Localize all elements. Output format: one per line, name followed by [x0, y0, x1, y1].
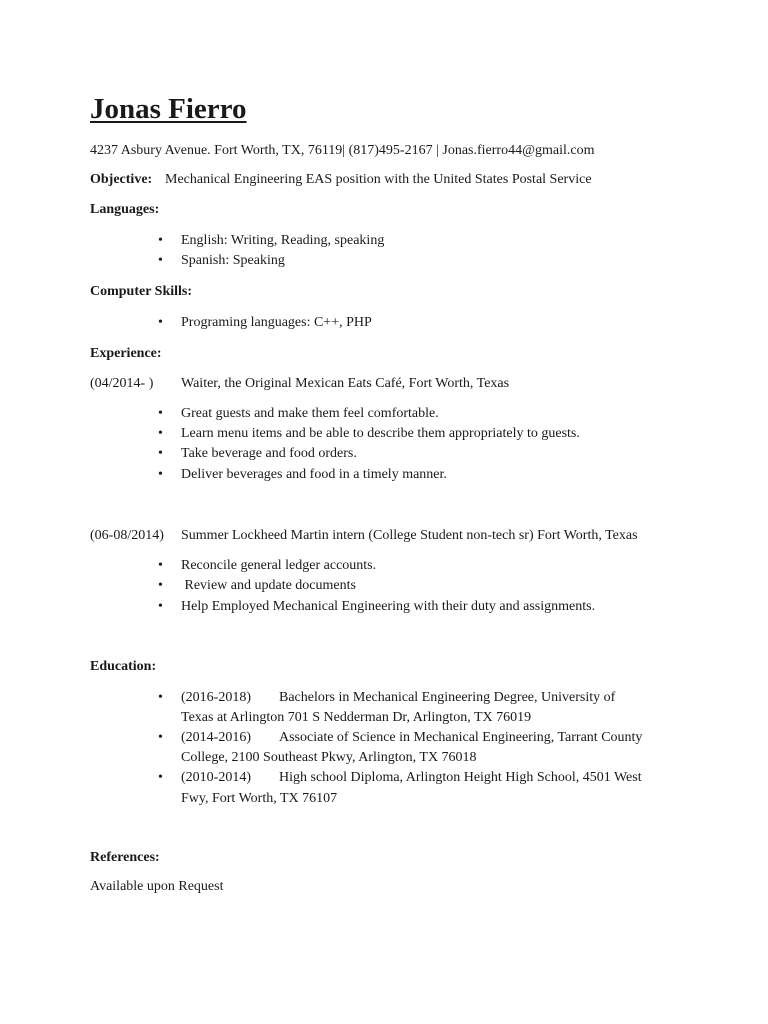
job-duty: Review and update documents [181, 578, 356, 593]
education-line: Bachelors in Mechanical Engineering Degree, University of [279, 690, 616, 705]
job-duty: Deliver beverages and food in a timely manner. [181, 467, 447, 482]
job-title: Summer Lockheed Martin intern (College Student non-tech sr) Fort Worth, Texas [181, 528, 638, 543]
language-item: Spanish: Speaking [181, 253, 285, 268]
education-line: College, 2100 Southeast Pkwy, Arlington, TX 76018 [181, 750, 477, 765]
resume-name: Jonas Fierro [90, 93, 247, 125]
contact-line: 4237 Asbury Avenue. Fort Worth, TX, 76119| (817)495-2167 | Jonas.fierro44@gmail.com [90, 143, 595, 158]
education-line: Fwy, Fort Worth, TX 76107 [181, 791, 338, 806]
languages-heading: Languages: [90, 202, 160, 217]
language-item: English: Writing, Reading, speaking [181, 233, 385, 248]
education-line: Associate of Science in Mechanical Engineering, Tarrant County [279, 730, 643, 745]
objective-label: Objective: [90, 172, 153, 187]
bullet-icon [158, 426, 163, 442]
bullet-icon [158, 233, 163, 249]
skill-item: Programing languages: C++, PHP [181, 315, 372, 330]
references-heading: References: [90, 850, 160, 865]
bullet-icon [158, 253, 163, 269]
job-duty: Learn menu items and be able to describe them appropriately to guests. [181, 426, 580, 441]
education-years: (2016-2018) [181, 690, 251, 705]
job-duty: Take beverage and food orders. [181, 446, 357, 461]
job-duty: Reconcile general ledger accounts. [181, 558, 377, 573]
education-years: (2014-2016) [181, 730, 251, 745]
bullet-icon [158, 446, 163, 462]
experience-heading: Experience: [90, 346, 162, 361]
job-dates: (06-08/2014) [90, 528, 164, 543]
education-years: (2010-2014) [181, 770, 251, 785]
objective-text: Mechanical Engineering EAS position with the United States Postal Service [165, 172, 592, 187]
computer-skills-heading: Computer Skills: [90, 284, 193, 299]
bullet-icon [158, 770, 163, 786]
bullet-icon [158, 406, 163, 422]
education-line: Texas at Arlington 701 S Nedderman Dr, Arlington, TX 76019 [181, 710, 532, 725]
job-duty: Great guests and make them feel comfortable. [181, 406, 439, 421]
education-line: High school Diploma, Arlington Height High School, 4501 West [279, 770, 642, 785]
bullet-icon [158, 578, 163, 594]
bullet-icon [158, 730, 163, 746]
references-text: Available upon Request [90, 879, 224, 894]
job-dates: (04/2014- ) [90, 376, 154, 391]
bullet-icon [158, 315, 163, 331]
job-title: Waiter, the Original Mexican Eats Café, Fort Worth, Texas [181, 376, 510, 391]
bullet-icon [158, 690, 163, 706]
education-heading: Education: [90, 659, 157, 674]
bullet-icon [158, 467, 163, 483]
bullet-icon [158, 558, 163, 574]
bullet-icon [158, 599, 163, 615]
job-duty: Help Employed Mechanical Engineering with their duty and assignments. [181, 599, 596, 614]
